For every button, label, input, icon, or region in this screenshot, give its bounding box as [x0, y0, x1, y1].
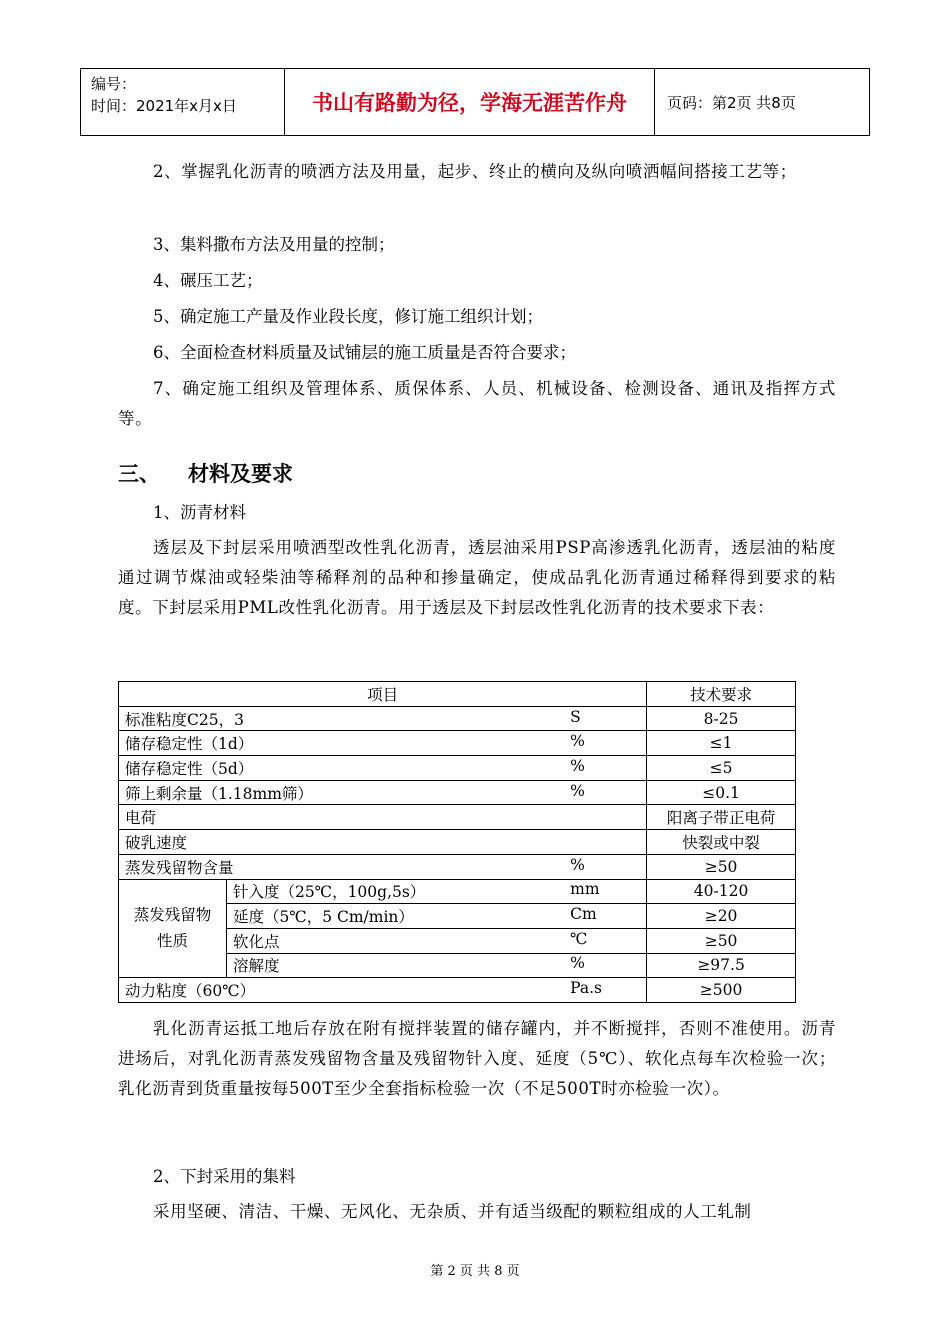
- item-requirement: 40-120: [647, 879, 796, 904]
- serial-label: 编号：: [91, 75, 137, 93]
- item-requirement: ≤1: [647, 731, 796, 756]
- table-row: [119, 854, 796, 879]
- table-row: [119, 756, 796, 781]
- list-item: 3、集料撒布方法及用量的控制；: [153, 235, 395, 254]
- table-header-row: [119, 682, 796, 707]
- item-unit: %: [570, 781, 585, 800]
- item-unit: Cm: [570, 905, 597, 924]
- page-header: [80, 68, 870, 136]
- item-unit: [570, 806, 640, 828]
- item-requirement: ≥97.5: [647, 953, 796, 978]
- item-requirement: ≥20: [647, 904, 796, 929]
- item-requirement: 阳离子带正电荷: [647, 805, 796, 830]
- item-name: 溶解度: [233, 957, 280, 976]
- item-requirement: 8-25: [647, 706, 796, 731]
- spec-table: [118, 681, 796, 1003]
- list-item: 4、碾压工艺；: [153, 271, 263, 290]
- item-name: 动力粘度（60℃）: [125, 982, 256, 1001]
- item-requirement: ≥50: [647, 854, 796, 879]
- table-row: [119, 780, 796, 805]
- page-footer: 第 2 页 共 8 页: [430, 1264, 520, 1279]
- item-name: 蒸发残留物含量: [125, 858, 234, 877]
- header-motto: 书山有路勤为径，学海无涯苦作舟: [285, 69, 655, 135]
- item-name: 筛上剩余量（1.18mm筛）: [125, 784, 313, 803]
- table-row: [119, 978, 796, 1003]
- list-item: 6、全面检查材料质量及试铺层的施工质量是否符合要求；: [153, 343, 576, 362]
- item-unit: %: [570, 954, 585, 973]
- item-requirement: ≤5: [647, 756, 796, 781]
- header-meta: [81, 69, 285, 135]
- item-name: 延度（5℃，5 Cm/min）: [233, 908, 414, 927]
- item-name: 储存稳定性（5d）: [125, 759, 254, 778]
- table-row: [119, 731, 796, 756]
- item-unit: Pa.s: [570, 979, 602, 998]
- header-cell-item: 项目: [119, 682, 647, 707]
- item-unit: mm: [570, 880, 600, 899]
- item-unit: %: [570, 855, 585, 874]
- section-title: 材料及要求: [188, 462, 293, 486]
- item-unit: %: [570, 732, 585, 751]
- time-label: 时间：2021年x月x日: [91, 97, 237, 115]
- item-requirement: ≥500: [647, 978, 796, 1003]
- item-requirement: ≥50: [647, 928, 796, 953]
- subheading-asphalt: 1、沥青材料: [153, 503, 246, 522]
- list-item: 5、确定施工产量及作业段长度，修订施工组织计划；: [153, 307, 543, 326]
- item-unit: ℃: [570, 929, 588, 948]
- item-unit: [570, 831, 640, 853]
- item-name: 破乳速度: [125, 833, 188, 852]
- paragraph-asphalt: 透层及下封层采用喷洒型改性乳化沥青，透层油采用PSP高渗透乳化沥青，透层油的粘度通过调节煤油或轻柴油等稀释剂的品种和掺量确定，使成品乳化沥青通过稀释得到要求的粘度。下封层采用PML改性乳化沥青。用于透层及下封层改性乳化沥青的技术要求下表：: [118, 538, 836, 617]
- item-requirement: 快裂或中裂: [647, 830, 796, 855]
- item-unit: S: [570, 707, 581, 726]
- group-label: 蒸发残留物性质: [119, 879, 227, 978]
- item-unit: %: [570, 756, 585, 775]
- paragraph-aggregate: 采用坚硬、清洁、干燥、无风化、无杂质、并有适当级配的颗粒组成的人工轧制: [153, 1202, 752, 1221]
- item-name: 电荷: [125, 809, 157, 828]
- table-row: [119, 830, 796, 855]
- subheading-aggregate: 2、下封采用的集料: [153, 1167, 296, 1186]
- item-name: 针入度（25℃，100g,5s）: [233, 883, 426, 902]
- table-row: [119, 879, 796, 904]
- header-page-label: 页码：第2页 共8页: [667, 93, 796, 112]
- section-number: 三、: [118, 462, 160, 486]
- item-name: 标准粘度C25，3: [125, 710, 244, 729]
- section-heading: [118, 458, 293, 488]
- table-row: [119, 706, 796, 731]
- table-row: [119, 805, 796, 830]
- item-name: 软化点: [233, 932, 280, 951]
- item-name: 储存稳定性（1d）: [125, 735, 254, 754]
- list-item: 2、掌握乳化沥青的喷洒方法及用量，起步、终止的横向及纵向喷洒幅间搭接工艺等；: [153, 162, 797, 181]
- list-item: 7、确定施工组织及管理体系、质保体系、人员、机械设备、检测设备、通讯及指挥方式等。: [118, 379, 836, 428]
- item-requirement: ≤0.1: [647, 780, 796, 805]
- paragraph-storage: 乳化沥青运抵工地后存放在附有搅拌装置的储存罐内，并不断搅拌，否则不准使用。沥青进场后，对乳化沥青蒸发残留物含量及残留物针入度、延度（5℃）、软化点每车次检验一次；乳化沥青到货重量按每500T至少全套指标检验一次（不足500T时亦检验一次）。: [118, 1019, 836, 1098]
- header-cell-requirement: 技术要求: [647, 682, 796, 707]
